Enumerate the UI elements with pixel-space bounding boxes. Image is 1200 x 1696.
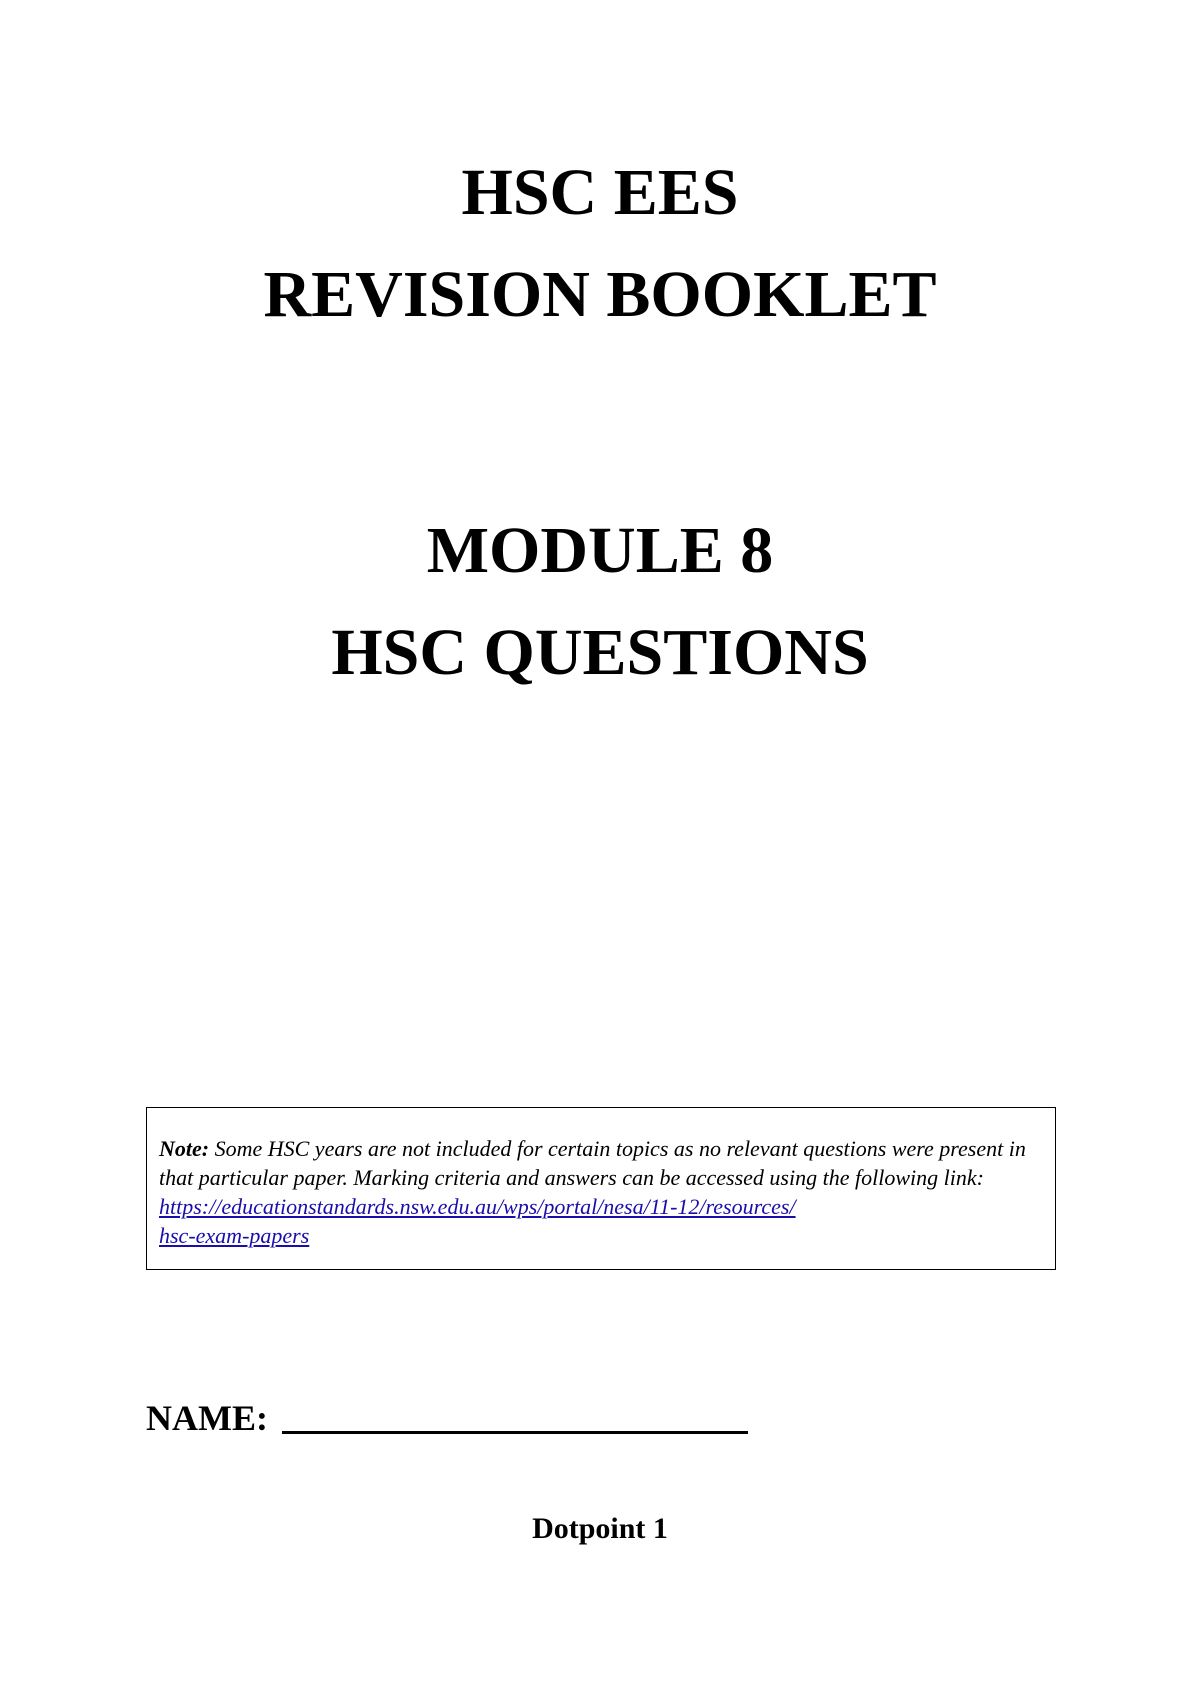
title-line-1: HSC EES <box>461 156 739 229</box>
name-field <box>146 1400 748 1436</box>
note-text: Some HSC years are not included for certain topics as no relevant questions were present in that particular paper. Marking criteria and answers can be accessed using the following link: <box>159 1136 1026 1190</box>
note-label: Note: <box>159 1136 210 1161</box>
resources-link[interactable]: https://educationstandards.nsw.edu.au/wps/portal/nesa/11-12/resources/ hsc-exam-papers <box>159 1194 796 1248</box>
name-blank-line[interactable] <box>282 1431 748 1434</box>
module-title: MODULE 8 <box>426 514 774 587</box>
note-paragraph <box>159 1134 1043 1250</box>
name-label: NAME: <box>146 1398 268 1438</box>
dotpoint-heading: Dotpoint 1 <box>532 1512 668 1545</box>
title-line-2: REVISION BOOKLET <box>263 258 937 331</box>
note-box <box>146 1107 1056 1270</box>
module-subtitle: HSC QUESTIONS <box>331 616 869 689</box>
